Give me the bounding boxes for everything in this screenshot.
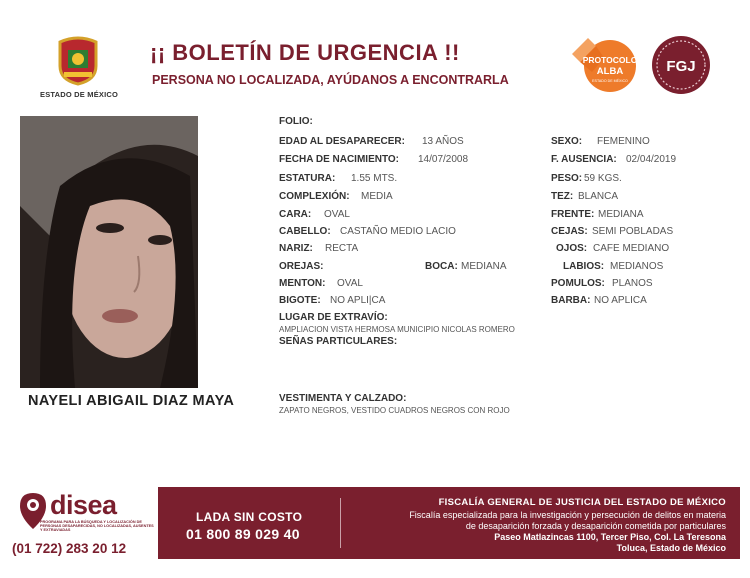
ojos-label: OJOS: — [556, 243, 588, 254]
protocolo-alba-logo — [566, 28, 644, 98]
cara-value: OVAL — [324, 209, 350, 220]
pomulos-label: POMULOS: — [551, 278, 605, 289]
fgj-footer-title: FISCALÍA GENERAL DE JUSTICIA DEL ESTADO DE MÉXICO — [438, 497, 726, 508]
folio-label: FOLIO: — [279, 116, 313, 127]
sexo-value: FEMENINO — [597, 136, 650, 147]
peso-value: 59 KGS. — [584, 173, 622, 184]
orejas-label: OREJAS: — [279, 261, 324, 272]
lada-phone-number: 01 800 89 029 40 — [186, 526, 300, 542]
alba-logo-line2: ALBA — [596, 66, 624, 77]
nariz-label: NARIZ: — [279, 243, 313, 254]
fgj-seal-logo — [650, 34, 712, 96]
ojos-value: CAFE MEDIANO — [593, 243, 670, 254]
alba-logo-line1: PROTOCOLO — [582, 55, 638, 65]
frente-label: FRENTE: — [551, 209, 595, 220]
edad-label: EDAD AL DESAPARECER: — [279, 136, 405, 147]
footer-divider — [340, 498, 341, 548]
vestimenta-value: ZAPATO NEGROS, VESTIDO CUADROS NEGROS CON ROJO — [279, 406, 510, 415]
lugar-label: LUGAR DE EXTRAVÍO: — [279, 312, 388, 323]
complexion-label: COMPLEXIÓN: — [279, 191, 350, 202]
cejas-label: CEJAS: — [551, 226, 588, 237]
frente-value: MEDIANA — [598, 209, 644, 220]
menton-label: MENTON: — [279, 278, 326, 289]
fgj-footer-city: Toluca, Estado de México — [616, 543, 726, 553]
fgj-footer-line2: de desaparición forzada y desaparición cometida por particulares — [465, 521, 726, 531]
estatura-label: ESTATURA: — [279, 173, 336, 184]
alba-logo-line3: ESTADO DE MÉXICO — [592, 79, 628, 83]
estado-de-mexico-shield-logo — [52, 36, 104, 86]
cara-label: CARA: — [279, 209, 312, 220]
estatura-value: 1.55 MTS. — [351, 173, 398, 184]
nacimiento-value: 14/07/2008 — [418, 154, 469, 165]
bigote-label: BIGOTE: — [279, 295, 321, 306]
cabello-label: CABELLO: — [279, 226, 331, 237]
cejas-value: SEMI POBLADAS — [592, 226, 674, 237]
nacimiento-label: FECHA DE NACIMIENTO: — [279, 154, 399, 165]
nariz-value: RECTA — [325, 243, 359, 254]
bulletin-title: ¡¡ BOLETÍN DE URGENCIA !! — [150, 40, 460, 65]
boca-value: MEDIANA — [461, 261, 507, 272]
barba-value: NO APLICA — [594, 295, 647, 306]
boca-label: BOCA: — [425, 261, 458, 272]
fgj-footer-address: Paseo Matlazincas 1100, Tercer Piso, Col. La Teresona — [494, 532, 726, 542]
labios-value: MEDIANOS — [610, 261, 664, 272]
fgj-logo-text: FGJ — [666, 58, 696, 75]
ausencia-label: F. AUSENCIA: — [551, 154, 617, 165]
odisea-phone: (01 722) 283 20 12 — [12, 541, 127, 556]
complexion-value: MEDIA — [361, 191, 393, 202]
lugar-value: AMPLIACION VISTA HERMOSA MUNICIPIO NICOLAS ROMERO — [279, 325, 515, 334]
person-name: NAYELI ABIGAIL DIAZ MAYA — [28, 393, 235, 409]
cabello-value: CASTAÑO MEDIO LACIO — [340, 226, 456, 237]
odisea-program-description: PROGRAMA PARA LA BÚSQUEDA Y LOCALIZACIÓN DE PERSONAS DESAPARECIDAS, NO LOCALIZADAS, AUSENTES Y EXTRAVIADAS — [40, 520, 154, 533]
menton-value: OVAL — [337, 278, 363, 289]
tez-label: TEZ: — [551, 191, 574, 202]
sexo-label: SEXO: — [551, 136, 583, 147]
missing-person-photo — [20, 116, 198, 388]
vestimenta-label: VESTIMENTA Y CALZADO: — [279, 393, 407, 404]
fgj-footer-line1: Fiscalía especializada para la investigación y persecución de delitos en materia — [409, 510, 726, 520]
bulletin-subtitle: PERSONA NO LOCALIZADA, AYÚDANOS A ENCONTRARLA — [152, 73, 509, 87]
labios-label: LABIOS: — [563, 261, 605, 272]
lada-sin-costo-label: LADA SIN COSTO — [196, 510, 303, 524]
tez-value: BLANCA — [578, 191, 619, 202]
estado-de-mexico-label: ESTADO DE MÉXICO — [40, 90, 119, 99]
barba-label: BARBA: — [551, 295, 591, 306]
odisea-wordmark: disea — [50, 490, 117, 520]
bigote-value: NO APLI|CA — [330, 295, 386, 306]
senas-label: SEÑAS PARTICULARES: — [279, 336, 398, 347]
pomulos-value: PLANOS — [612, 278, 653, 289]
peso-label: PESO: — [551, 173, 583, 184]
ausencia-value: 02/04/2019 — [626, 154, 677, 165]
edad-value: 13 AÑOS — [422, 136, 464, 147]
